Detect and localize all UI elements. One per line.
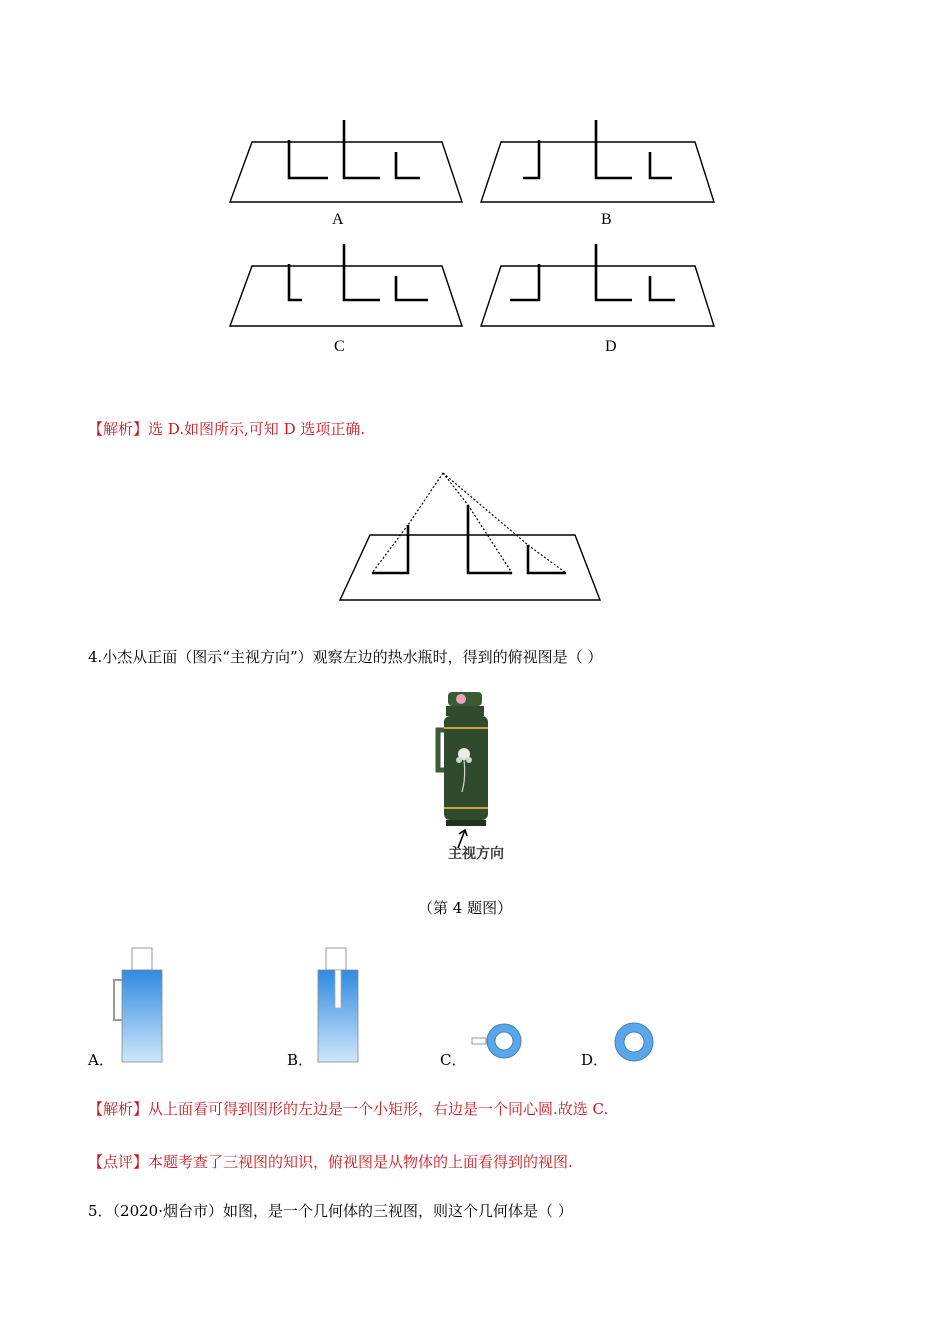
q4-option-a-figure bbox=[110, 946, 166, 1064]
q4-option-a-label: A． bbox=[88, 1051, 114, 1069]
analysis-tag: 【解析】 bbox=[88, 1100, 149, 1118]
comment-tag: 【点评】 bbox=[88, 1153, 149, 1171]
analysis-tag: 【解析】 bbox=[88, 420, 149, 438]
q4-option-d-label: D． bbox=[581, 1051, 609, 1069]
question-5-stem: 5．（2020·烟台市）如图，是一个几何体的三视图，则这个几何体是（ ） bbox=[88, 1202, 573, 1220]
q4-option-b-label: B． bbox=[287, 1051, 314, 1069]
analysis-q4 bbox=[88, 1099, 608, 1119]
q4-option-c-figure bbox=[470, 1020, 526, 1064]
analysis-text: 选 D.如图所示,可知 D 选项正确. bbox=[148, 420, 366, 438]
q3-option-figures bbox=[220, 110, 730, 370]
option-a-figure bbox=[230, 120, 462, 202]
analysis-q3 bbox=[88, 419, 365, 439]
analysis-text: 从上面看可得到图形的左边是一个小矩形，右边是一个同心圆.故选 C. bbox=[148, 1100, 609, 1118]
q4-option-c-label: C． bbox=[440, 1051, 467, 1069]
comment-text: 本题考查了三视图的知识，俯视图是从物体的上面看得到的视图. bbox=[148, 1153, 573, 1171]
thermos-figure bbox=[428, 688, 528, 866]
option-d-label: D bbox=[605, 338, 617, 355]
figure-caption: （第 4 题图） bbox=[418, 899, 513, 917]
shadow-explanation-figure bbox=[330, 465, 610, 607]
option-c-figure bbox=[230, 244, 462, 326]
view-direction-label: 主视方向 bbox=[448, 846, 504, 862]
option-a-label: A bbox=[332, 211, 344, 228]
q4-option-d-figure bbox=[610, 1020, 658, 1064]
question-4-stem: 4.小杰从正面（图示“主视方向”）观察左边的热水瓶时，得到的俯视图是（ ） bbox=[88, 648, 603, 666]
option-d-figure bbox=[481, 244, 714, 326]
q4-option-b-figure bbox=[312, 946, 362, 1064]
option-c-label: C bbox=[334, 338, 345, 355]
option-b-figure bbox=[481, 120, 714, 202]
option-b-label: B bbox=[601, 211, 612, 228]
comment-q4 bbox=[88, 1152, 573, 1172]
